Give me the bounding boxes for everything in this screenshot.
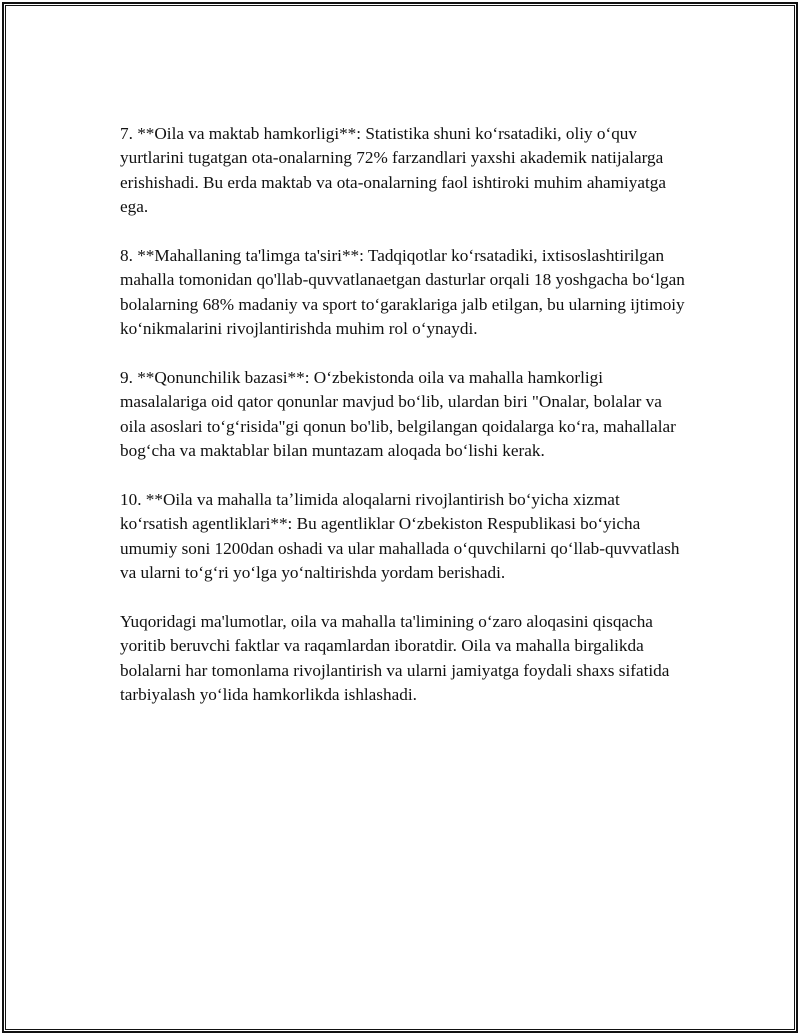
paragraph-10-service-agencies: 10. **Oila va mahalla taʼlimida aloqalarni rivojlantirish boʻyicha xizmat koʻrsatish agentliklari**: Bu agentliklar Oʻzbekiston Respublikasi boʻyicha umumiy soni 1200dan oshadi va ular mahallada oʻquvchilarni qoʻllab-quvvatlash va ularni toʻgʻri yoʻlga yoʻnaltirishda yordam berishadi. (120, 490, 680, 583)
document-page (2, 2, 798, 1033)
paragraph-7-family-school-cooperation: 7. **Oila va maktab hamkorligi**: Statistika shuni koʻrsatadiki, oliy oʻquv yurtlarini tugatgan ota-onalarning 72% farzandlari yaxshi akademik natijalarga erishishadi. Bu erda maktab va ota-onalarning faol ishtiroki muhim ahamiyatga ega. (120, 124, 667, 217)
paragraph-8-mahalla-education-impact: 8. **Mahallaning ta'limga ta'siri**: Tadqiqotlar koʻrsatadiki, ixtisoslashtirilgan mahalla tomonidan qo'llab-quvvatlanaetgan dasturlar orqali 18 yoshgacha boʻlgan bolalarning 68% madaniy va sport toʻgaraklariga jalb etilgan, bu ularning ijtimoiy koʻnikmalarini rivojlantirishda muhim rol oʻynaydi. (120, 246, 685, 339)
paragraph-9-legislative-base: 9. **Qonunchilik bazasi**: Oʻzbekistonda oila va mahalla hamkorligi masalalariga oid qator qonunlar mavjud boʻlib, ulardan biri "Onalar, bolalar va oila asoslari toʻgʻrisida"gi qonun bo'lib, belgilangan qoidalarga koʻra, mahallalar bogʻcha va maktablar bilan muntazam aloqada boʻlishi kerak. (120, 368, 676, 461)
document-body (120, 122, 690, 732)
paragraph-conclusion: Yuqoridagi ma'lumotlar, oila va mahalla ta'limining oʻzaro aloqasini qisqacha yoritib beruvchi faktlar va raqamlardan iboratdir. Oila va mahalla birgalikda bolalarni har tomonlama rivojlantirish va ularni jamiyatga foydali shaxs sifatida tarbiyalash yoʻlida hamkorlikda ishlashadi. (120, 612, 670, 705)
